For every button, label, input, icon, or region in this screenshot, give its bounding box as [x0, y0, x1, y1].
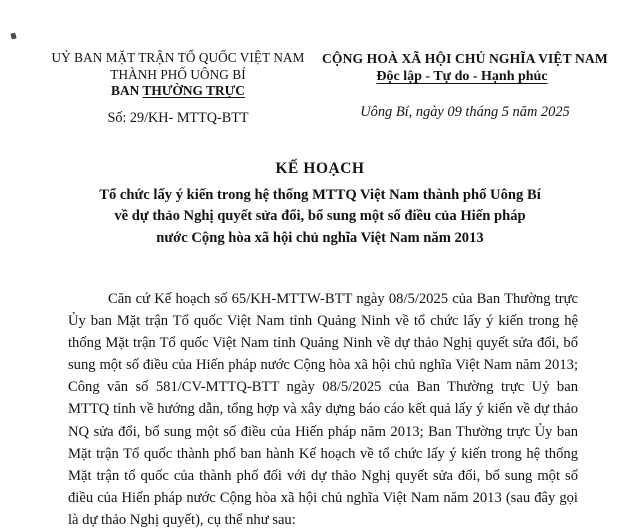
document-number: Số: 29/KH- MTTQ-BTT	[107, 110, 249, 126]
national-motto-block	[322, 50, 608, 86]
document-type-heading: KẾ HOẠCH	[275, 160, 365, 177]
organization-department-prefix: BAN	[111, 83, 143, 99]
organization-department-underlined: THƯỜNG TRỰC	[142, 83, 245, 99]
document-subtitle	[60, 185, 580, 249]
subtitle-line: về dự thảo Nghị quyết sửa đổi, bổ sung một số điều của Hiến pháp	[114, 208, 526, 225]
subtitle-line: nước Cộng hòa xã hội chủ nghĩa Việt Nam năm 2013	[156, 229, 484, 246]
subtitle-line: Tổ chức lấy ý kiến trong hệ thống MTTQ Việt Nam thành phố Uông Bí	[99, 187, 541, 203]
scan-artifact-mark	[10, 32, 16, 39]
issuing-organization-block	[38, 50, 318, 100]
national-motto-underlined: Độc lập - Tự do - Hạnh phúc	[376, 69, 548, 85]
national-title: CỘNG HOÀ XÃ HỘI CHỦ NGHĨA VIỆT NAM	[322, 51, 608, 66]
date-and-place: Uông Bí, ngày 09 tháng 5 năm 2025	[360, 104, 570, 120]
body-paragraph: Căn cứ Kế hoạch số 65/KH-MTTW-BTT ngày 08/5/2025 của Ban Thường trực Ủy ban Mặt trận Tổ quốc Việt Nam tỉnh Quảng Ninh về tổ chức lấy ý kiến trong hệ thống Mặt trận Tổ quốc Việt Nam tỉnh Quảng Ninh về dự thảo Nghị quyết sửa đổi, bổ sung một số điều của Hiến pháp nước Cộng hòa xã hội chủ nghĩa Việt Nam năm 2013; Công văn số 581/CV-MTTQ-BTT ngày 08/5/2025 của Ban Thường trực Uỷ ban MTTQ tỉnh về hướng dẫn, tổng hợp và xây dựng báo cáo kết quả lấy ý kiến về dự thảo NQ sửa đổi, bổ sung một số điều của Hiến pháp năm 2013; Ban Thường trực Ủy ban Mặt trận Tổ quốc thành phố ban hành Kế hoạch về tổ chức lấy ý kiến trong hệ thống Mặt trận tổ quốc của thành phố đối với dự thảo Nghị quyết sửa đổi, bổ sung một số điều của Hiến pháp nước Cộng hòa xã hội chủ nghĩa Việt Nam năm 2013 (sau đây gọi là dự thảo Nghị quyết), cụ thể như sau:	[68, 291, 578, 528]
organization-department	[38, 83, 318, 100]
organization-line-2: THÀNH PHỐ UÔNG BÍ	[110, 66, 246, 82]
organization-line-1: UỶ BAN MẶT TRẬN TỔ QUỐC VIỆT NAM	[51, 50, 305, 65]
national-motto	[322, 68, 602, 86]
document-title-block	[60, 160, 580, 249]
